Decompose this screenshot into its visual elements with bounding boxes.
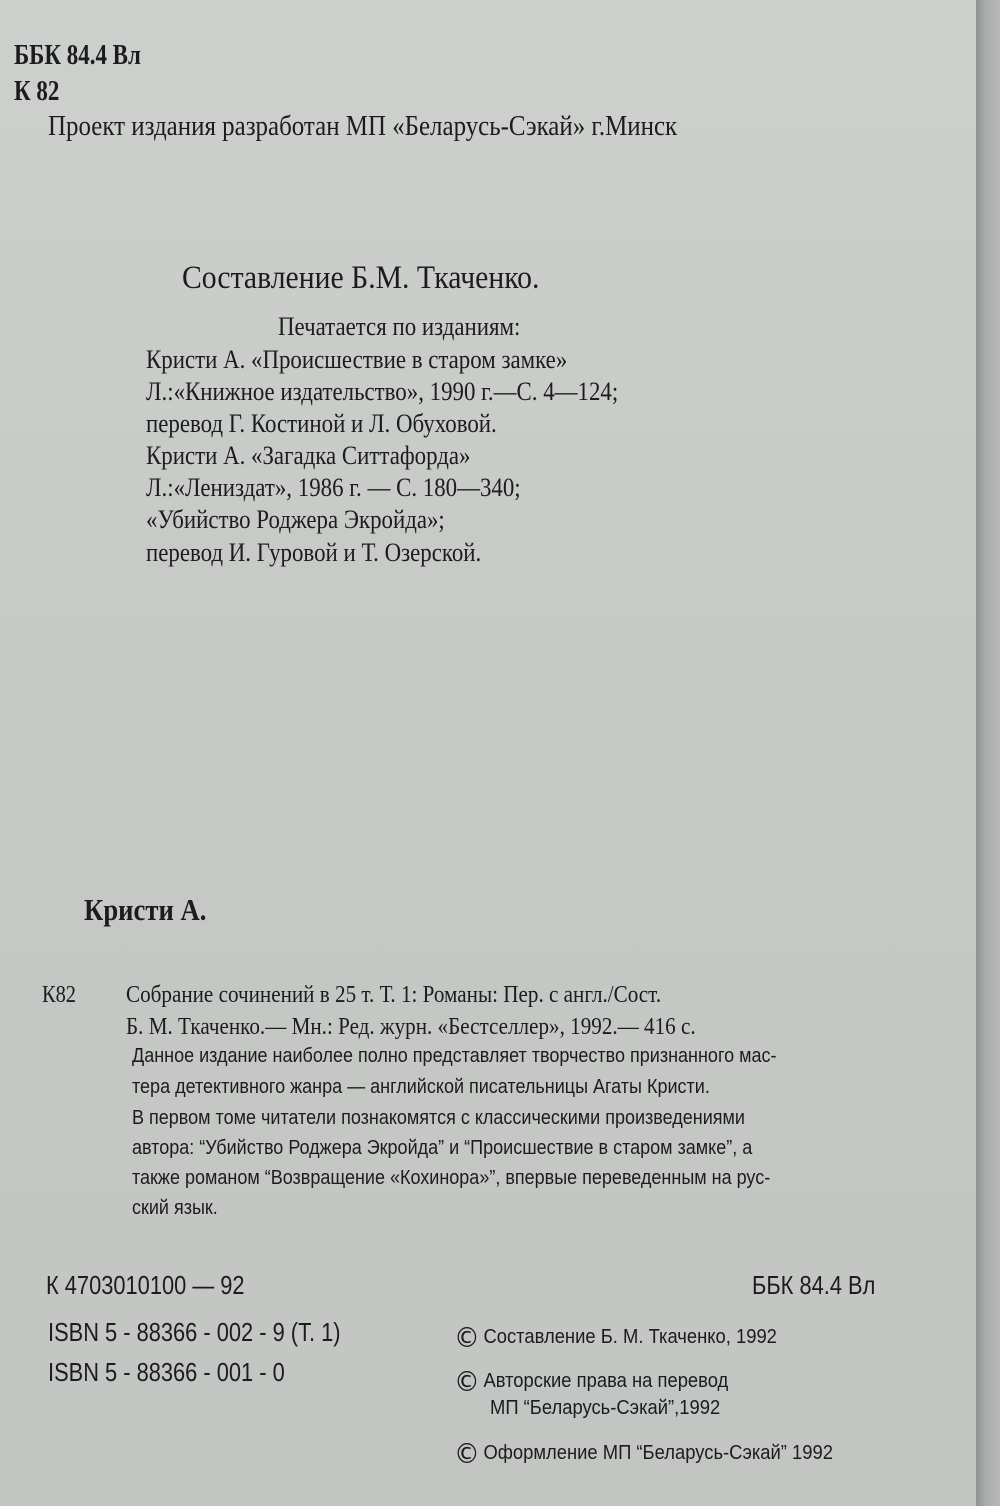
catalog-code: К82 <box>42 982 77 1008</box>
copyright-icon: © <box>454 1365 480 1398</box>
copyright-compilation: Составление Б. М. Ткаченко, 1992 <box>483 1326 777 1348</box>
author-index: К 82 <box>14 76 60 107</box>
bbk-footer: ББК 84.4 Вл <box>752 1270 876 1300</box>
copyright-design: Оформление МП “Беларусь-Сэкай” 1992 <box>483 1442 833 1464</box>
bibliographic-entry-line: Б. М. Ткаченко.— Мн.: Ред. журн. «Бестселлер», 1992.— 416 с. <box>126 1014 696 1040</box>
copyright-translation: Авторские права на перевод <box>483 1370 729 1392</box>
annotation-line: Данное издание наиболее полно представляет творчество признанного мас- <box>132 1045 777 1067</box>
k-code: К 4703010100 — 92 <box>46 1270 245 1300</box>
author-heading: Кристи А. <box>84 892 207 927</box>
project-credit: Проект издания разработан МП «Беларусь-Сэкай» г.Минск <box>48 110 678 142</box>
annotation-line: В первом томе читатели познакомятся с классическими произведениями <box>132 1107 745 1129</box>
copyright-compilation-line <box>454 1321 777 1354</box>
source-line: Кристи А. «Загадка Ситтафорда» <box>146 441 471 470</box>
annotation-line: тера детективного жанра — английской писательницы Агаты Кристи. <box>132 1076 710 1098</box>
copyright-icon: © <box>454 1437 480 1470</box>
bbk-classification: ББК 84.4 Вл <box>14 40 141 71</box>
page-edge-shadow <box>976 0 1000 1506</box>
isbn-set: ISBN 5 - 88366 - 001 - 0 <box>48 1357 285 1387</box>
source-line: Кристи А. «Происшествие в старом замке» <box>146 345 568 374</box>
compiler-credit: Составление Б.М. Ткаченко. <box>182 260 540 296</box>
source-line: Л.:«Лениздат», 1986 г. — С. 180—340; <box>146 473 521 502</box>
annotation-line: также романом “Возвращение «Кохинора»”, впервые переведенным на рус- <box>132 1167 771 1189</box>
isbn-volume: ISBN 5 - 88366 - 002 - 9 (Т. 1) <box>48 1317 341 1347</box>
annotation-line: ский язык. <box>132 1197 218 1219</box>
source-line: перевод И. Гуровой и Т. Озерской. <box>146 538 482 567</box>
annotation-line: автора: “Убийство Роджера Экройда” и “Происшествие в старом замке”, а <box>132 1137 753 1159</box>
copyright-translation-holder: МП “Беларусь-Сэкай”,1992 <box>490 1397 721 1419</box>
copyright-translation-line <box>454 1365 729 1398</box>
bibliographic-entry-line: Собрание сочинений в 25 т. Т. 1: Романы: Пер. с англ./Сост. <box>126 982 662 1008</box>
source-line: Л.:«Книжное издательство», 1990 г.—С. 4—124; <box>146 377 619 406</box>
copyright-icon: © <box>454 1321 480 1354</box>
source-line: перевод Г. Костиной и Л. Обуховой. <box>146 409 497 438</box>
source-line: «Убийство Роджера Экройда»; <box>146 505 445 534</box>
printed-from-heading: Печатается по изданиям: <box>278 312 521 341</box>
copyright-design-line <box>454 1437 833 1470</box>
